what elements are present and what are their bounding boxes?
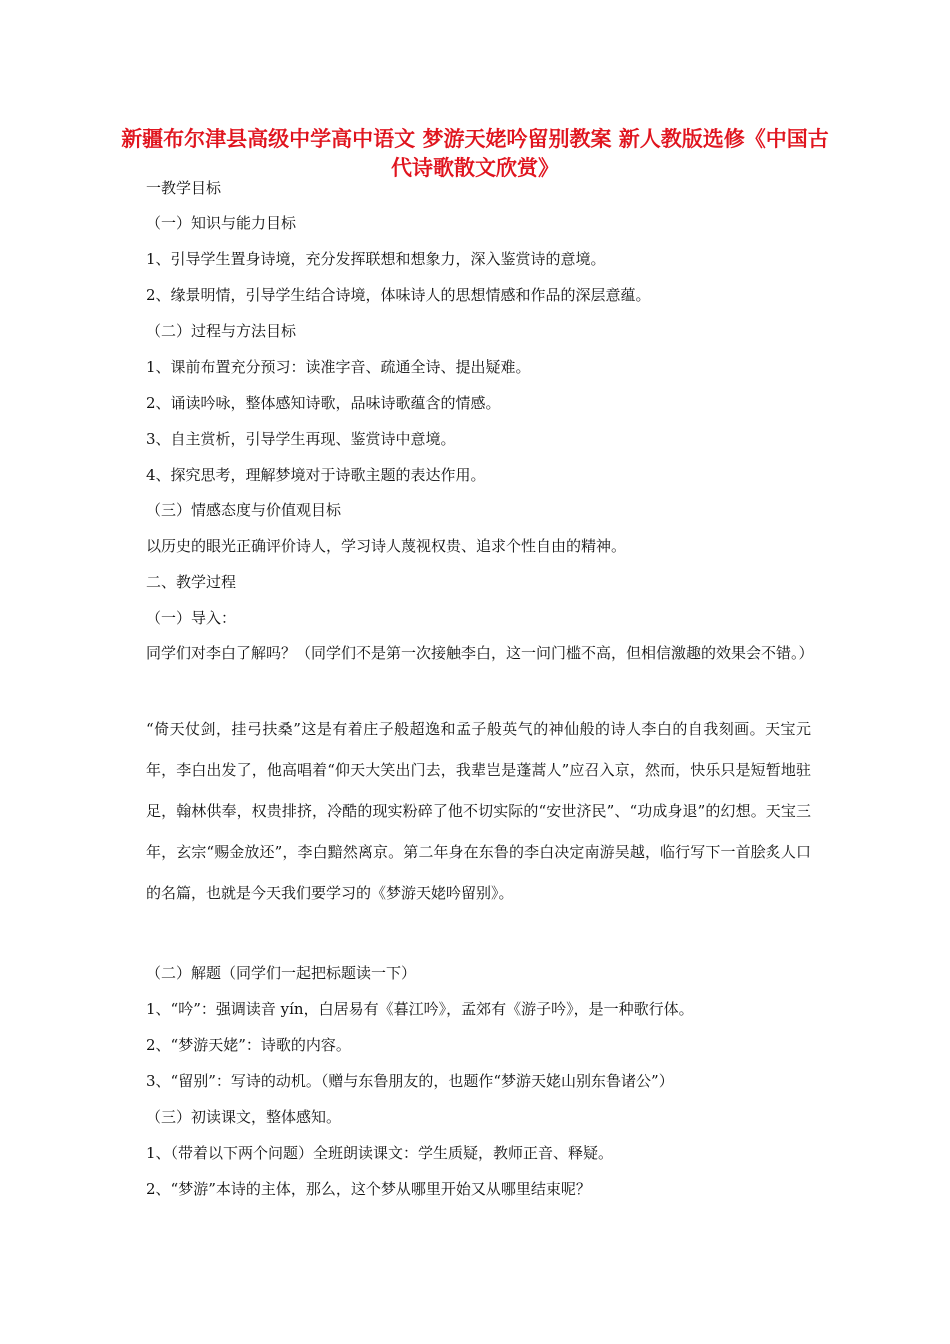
reading-item: 2、“梦游”本诗的主体，那么，这个梦从哪里开始又从哪里结束呢？ <box>146 1180 591 1198</box>
goal-item: 2、诵读吟咏，整体感知诗歌，品味诗歌蕴含的情感。 <box>146 394 501 412</box>
section-heading-teaching-process: 二、教学过程 <box>146 573 237 591</box>
explanation-item: 3、“留别”：写诗的动机。（赠与东鲁朋友的，也题作“梦游天姥山别东鲁诸公”） <box>146 1072 674 1090</box>
explanation-item: 2、“梦游天姥”：诗歌的内容。 <box>146 1036 351 1054</box>
goal-item: 1、引导学生置身诗境，充分发挥联想和想象力，深入鉴赏诗的意境。 <box>146 250 606 268</box>
intro-paragraph-li-bai: “倚天仗剑，挂弓扶桑”这是有着庄子般超逸和孟子般英气的神仙般的诗人李白的自我刻画。天宝元年，李白出发了，他高唱着“仰天大笑出门去，我辈岂是蓬蒿人”应召入京，然而，快乐只是短暂地驻足，翰林供奉，权贵排挤，冷酷的现实粉碎了他不切实际的“安世济民”、“功成身退”的幻想。天宝三年，玄宗“赐金放还”，李白黯然离京。第二年身在东鲁的李白决定南游吴越，临行写下一首脍炙人口的名篇，也就是今天我们要学习的《梦游天姥吟留别》。 <box>146 720 811 902</box>
reading-item: 1、（带着以下两个问题）全班朗读课文：学生质疑，教师正音、释疑。 <box>146 1144 614 1162</box>
goal-item: 3、自主赏析，引导学生再现、鉴赏诗中意境。 <box>146 430 456 448</box>
document-title: 新疆布尔津县高级中学高中语文 梦游天姥吟留别教案 新人教版选修《中国古代诗歌散文欣赏》 <box>121 126 829 180</box>
goal-item: 1、课前布置充分预习：读准字音、疏通全诗、提出疑难。 <box>146 358 531 376</box>
intro-paragraph-question: 同学们对李白了解吗？（同学们不是第一次接触李白，这一问门槛不高，但相信激趣的效果会不错。） <box>146 644 814 662</box>
goal-item: 以历史的眼光正确评价诗人，学习诗人蔑视权贵、追求个性自由的精神。 <box>146 537 627 555</box>
subsection-heading-knowledge: （一）知识与能力目标 <box>146 214 297 232</box>
subsection-heading-emotion: （三）情感态度与价值观目标 <box>146 501 342 519</box>
subsection-heading-title-explanation: （二）解题（同学们一起把标题读一下） <box>146 964 417 982</box>
subsection-heading-intro: （一）导入： <box>146 609 237 627</box>
goal-item: 2、缘景明情，引导学生结合诗境，体味诗人的思想情感和作品的深层意蕴。 <box>146 286 651 304</box>
subsection-heading-process: （二）过程与方法目标 <box>146 322 297 340</box>
subsection-heading-first-reading: （三）初读课文，整体感知。 <box>146 1108 342 1126</box>
section-heading-teaching-goals: 一教学目标 <box>146 179 222 197</box>
explanation-item: 1、“吟”：强调读音 yín，白居易有《暮江吟》，孟郊有《游子吟》，是一种歌行体。 <box>146 1000 694 1018</box>
goal-item: 4、探究思考，理解梦境对于诗歌主题的表达作用。 <box>146 466 486 484</box>
